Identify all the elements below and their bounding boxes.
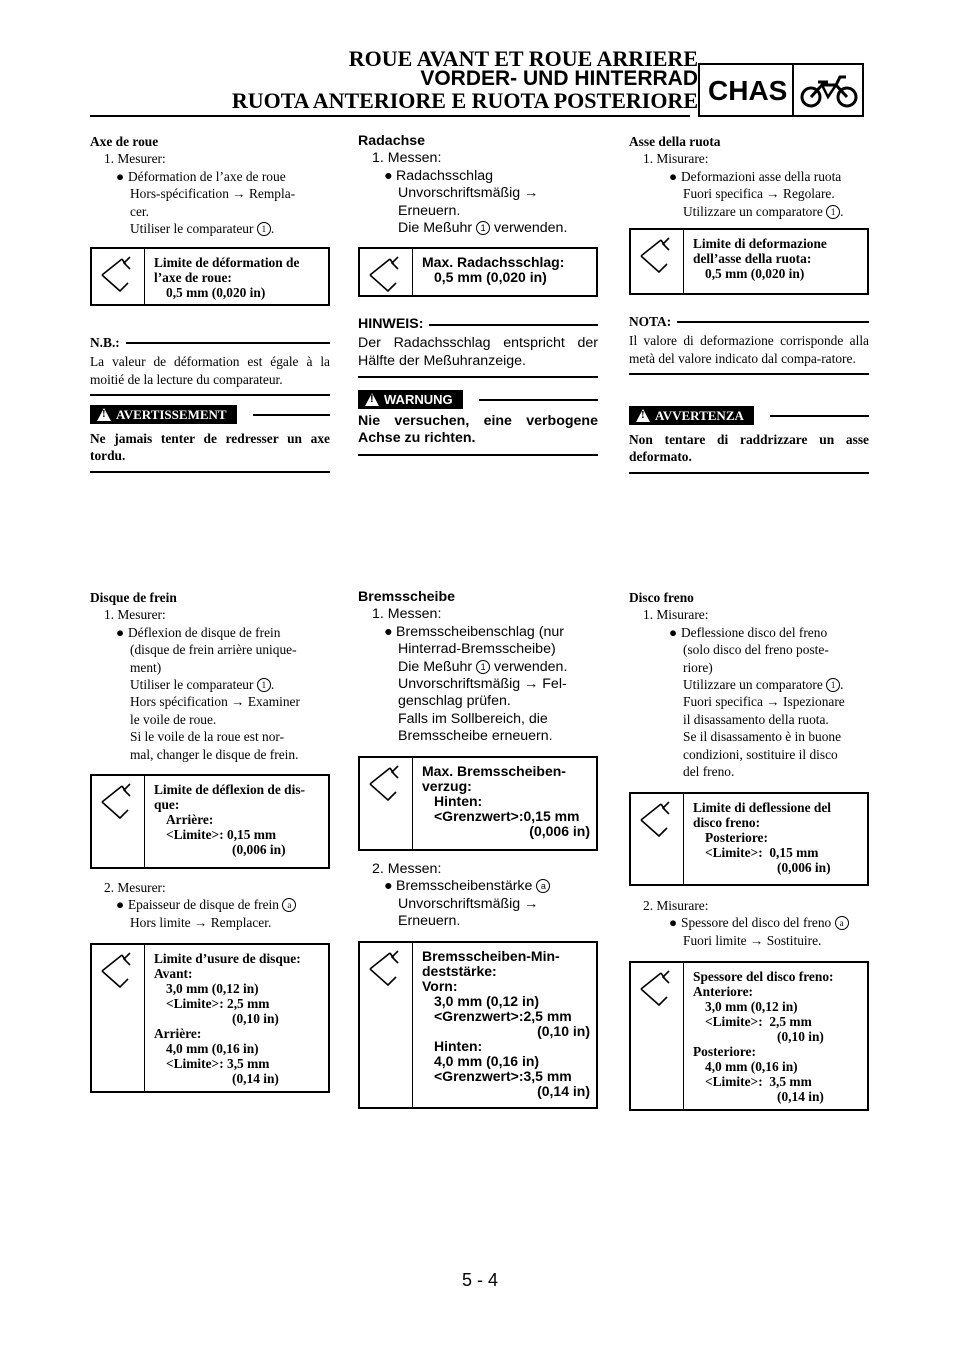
bullet-icon: ● — [384, 623, 393, 640]
step-1: 1. Messen: — [372, 150, 442, 167]
note-rule — [677, 321, 869, 323]
wrench-icon — [96, 780, 140, 824]
list-item: cer. — [130, 203, 149, 219]
header-rule — [90, 115, 690, 117]
step-1: 1. Messen: — [372, 606, 442, 623]
spec-line: Hinten: — [434, 1038, 483, 1054]
spec-line: deststärke: — [422, 963, 497, 979]
spec-value: 3,0 mm (0,12 in) — [434, 993, 540, 1009]
wrench-icon — [364, 762, 408, 806]
spec-value: 3,0 mm (0,12 in) — [166, 981, 259, 996]
list-item: Fuori specifica → Ispezionare — [683, 694, 845, 710]
spec-line: disco freno: — [693, 815, 761, 830]
ref-1-icon: 1 — [476, 221, 490, 235]
warning-rule — [479, 399, 598, 401]
wrench-icon — [635, 967, 679, 1011]
list-item: Bremsscheibenschlag (nur — [396, 623, 564, 640]
spec-box-divider — [144, 776, 145, 867]
chapter-badge-divider — [792, 65, 794, 115]
spec-value: <Limite>: 0,15 mm — [166, 827, 277, 842]
note-rule — [429, 324, 598, 326]
spec-value: <Limite>: 0,15 mm — [705, 845, 819, 860]
step-2: 2. Misurare: — [643, 898, 709, 913]
wrench-icon — [635, 234, 679, 278]
spec-box — [629, 228, 869, 295]
list-item: Utilizzare un comparatore — [683, 677, 823, 693]
list-item: Hinterrad-Bremsscheibe) — [398, 641, 556, 658]
bullet-icon: ● — [384, 167, 393, 184]
ref-1-icon: 1 — [257, 678, 271, 692]
spec-box — [358, 756, 598, 851]
ref-a-icon: a — [536, 879, 550, 893]
step-2: 2. Mesurer: — [104, 880, 166, 895]
list-item: Utilizzare un comparatore — [683, 203, 823, 219]
list-item: Radachsschlag — [396, 167, 494, 184]
spec-box — [358, 941, 598, 1109]
warning-text: Non tentare di raddrizzare un asse deformato. — [629, 432, 869, 465]
spec-box-divider — [683, 230, 684, 293]
list-item: Bremsscheibe erneuern. — [398, 728, 553, 745]
list-item: Erneuern. — [398, 202, 461, 219]
spec-value: <Grenzwert>:2,5 mm — [434, 1008, 572, 1024]
page-number: 5 - 4 — [461, 1270, 499, 1290]
spec-value: (0,14 in) — [777, 1089, 824, 1104]
warning-rule — [770, 415, 869, 417]
wrench-icon — [635, 798, 679, 842]
it-axle-warning — [629, 406, 869, 474]
chapter-badge-label: CHAS — [708, 75, 788, 106]
fr-axle-warning — [90, 405, 330, 473]
list-item: Si le voile de la roue est nor- — [130, 729, 285, 745]
spec-line: Posteriore: — [693, 1044, 756, 1059]
warning-text: Nie versuchen, eine verbogene Achse zu richten. — [358, 413, 598, 447]
spec-box — [90, 943, 330, 1093]
spec-box-divider — [683, 794, 684, 884]
de-disc-section — [358, 589, 598, 746]
list-item: Unvorschriftsmäßig → — [398, 895, 539, 912]
motorcycle-icon — [798, 69, 860, 111]
it-axle-section: Asse della ruota 1. Misurare: ● Deformazioni asse della ruota Fuori specifica → Regolare. Utilizzare un comparatore 1 . — [629, 133, 869, 220]
warning-text: Ne jamais tenter de redresser un axe tordu. — [90, 431, 330, 464]
spec-line: Max. Bremsscheiben- — [422, 763, 566, 779]
ref-1-icon: 1 — [476, 660, 490, 674]
list-item: Epaisseur de disque de frein — [128, 897, 279, 913]
list-item: Spessore del disco del freno — [681, 915, 832, 931]
note-label: NOTA: — [629, 314, 672, 329]
list-item: Die Meßuhr — [398, 658, 473, 675]
bullet-icon: ● — [669, 624, 678, 640]
section-title: Bremsscheibe — [358, 589, 455, 605]
header-title-fr: ROUE AVANT ET ROUE ARRIERE — [348, 46, 698, 71]
spec-line: l’axe de roue: — [154, 270, 232, 285]
spec-box-divider — [144, 249, 145, 304]
spec-box — [90, 774, 330, 869]
spec-line: que: — [154, 797, 180, 812]
note-end-rule — [90, 394, 330, 396]
list-item: verwenden. — [494, 658, 568, 675]
list-item: condizioni, sostituire il disco — [683, 746, 838, 762]
warning-end-rule — [629, 472, 869, 474]
step-1: 1. Mesurer: — [104, 607, 166, 623]
list-item: Utiliser le comparateur — [130, 677, 254, 693]
spec-value: 3,0 mm (0,12 in) — [705, 999, 798, 1014]
spec-box — [90, 247, 330, 306]
spec-value: <Limite>: 3,5 mm — [166, 1056, 270, 1071]
step-1: 1. Misurare: — [643, 151, 709, 167]
list-item: Bremsscheibenstärke — [396, 878, 533, 895]
spec-box — [358, 247, 598, 297]
note-text: La valeur de déformation est égale à la moitié de la lecture du comparateur. — [90, 354, 330, 387]
spec-value: (0,006 in) — [232, 842, 286, 857]
spec-box-divider — [412, 758, 413, 849]
spec-value: (0,14 in) — [232, 1071, 279, 1086]
wrench-icon — [96, 253, 140, 297]
spec-value: (0,10 in) — [777, 1029, 824, 1044]
bullet-icon: ● — [384, 878, 393, 895]
section-title: Radachse — [358, 133, 426, 149]
spec-value: (0,10 in) — [232, 1011, 279, 1026]
spec-line: Arrière: — [166, 812, 214, 827]
list-item: Utiliser le comparateur — [130, 221, 254, 237]
list-item: Se il disassamento è in buone — [683, 729, 842, 745]
list-item: riore) — [683, 659, 713, 675]
list-item: le voile de roue. — [130, 711, 217, 727]
fr-disc-step2 — [90, 879, 330, 931]
it-disc-step2 — [629, 897, 869, 949]
bullet-icon: ● — [669, 168, 678, 184]
spec-value: <Limite>: 2,5 mm — [166, 996, 270, 1011]
spec-value: (0,006 in) — [529, 823, 590, 839]
spec-value: (0,006 in) — [777, 860, 831, 875]
list-item: Deformazioni asse della ruota — [681, 168, 842, 184]
step-1: 1. Misurare: — [643, 607, 709, 623]
spec-line: Limite di deformazione — [693, 236, 827, 251]
list-item: Die Meßuhr — [398, 220, 473, 237]
bullet-icon: ● — [116, 168, 125, 184]
wrench-icon — [364, 947, 408, 991]
list-item: genschlag prüfen. — [398, 693, 511, 710]
warning-label: WARNUNG — [384, 392, 453, 407]
spec-value: (0,14 in) — [537, 1083, 590, 1099]
chapter-badge — [698, 63, 864, 117]
de-axle-section — [358, 133, 598, 237]
spec-value: 4,0 mm (0,16 in) — [166, 1041, 259, 1056]
spec-line: Avant: — [154, 966, 193, 981]
list-item: (solo disco del freno poste- — [683, 642, 829, 658]
wrench-icon — [364, 253, 408, 297]
ref-1-icon: 1 — [257, 222, 271, 236]
warning-badge: ! AVERTISSEMENT — [90, 405, 237, 424]
warning-end-rule — [358, 454, 598, 456]
spec-box-divider — [683, 963, 684, 1109]
section-title: Disco freno — [629, 590, 694, 605]
warning-label: AVVERTENZA — [655, 408, 744, 423]
de-disc-step2 — [358, 861, 598, 931]
spec-value: 0,5 mm (0,020 in) — [166, 285, 266, 300]
spec-value: <Limite>: 3,5 mm — [705, 1074, 812, 1089]
list-item: mal, changer le disque de frein. — [130, 746, 299, 762]
note-label: N.B.: — [90, 335, 120, 350]
list-item: Hors limite → Remplacer. — [130, 914, 272, 930]
spec-line: Arrière: — [154, 1026, 202, 1041]
spec-value: <Grenzwert>:0,15 mm — [434, 808, 580, 824]
list-item: Fuori specifica → Regolare. — [683, 186, 835, 202]
fr-axle-section: Axe de roue 1. Mesurer: ● Déformation de l’axe de roue Hors-spécification → Rempla- cer. Utiliser le comparateur 1 . — [90, 133, 330, 237]
step-2: 2. Messen: — [372, 861, 442, 877]
header-title-de: VORDER- UND HINTERRAD — [420, 67, 698, 90]
spec-value: 4,0 mm (0,16 in) — [434, 1053, 540, 1069]
spec-value: <Grenzwert>:3,5 mm — [434, 1068, 572, 1084]
note-label: HINWEIS: — [358, 316, 424, 332]
ref-a-icon: a — [835, 916, 849, 930]
spec-line: Bremsscheiben-Min- — [422, 948, 560, 964]
wrench-icon — [96, 949, 140, 993]
note-end-rule — [629, 373, 869, 375]
spec-box — [629, 792, 869, 886]
it-axle-note — [629, 313, 869, 375]
warning-rule — [253, 414, 330, 416]
warning-badge: ! WARNUNG — [358, 390, 463, 409]
spec-line: Limite d’usure de disque: — [154, 951, 301, 966]
warning-label: AVERTISSEMENT — [116, 407, 227, 422]
list-item: Hors spécification → Examiner — [130, 694, 300, 710]
ref-1-icon: 1 — [826, 205, 840, 219]
de-axle-warning — [358, 390, 598, 456]
spec-value: 0,5 mm (0,020 in) — [434, 269, 547, 285]
fr-axle-spec-wrap — [90, 247, 330, 306]
list-item: Deflessione disco del freno — [681, 624, 828, 640]
spec-value: (0,10 in) — [537, 1023, 590, 1039]
list-item: Fuori limite → Sostituire. — [683, 932, 822, 948]
spec-box — [629, 961, 869, 1111]
spec-box-divider — [412, 943, 413, 1107]
ref-a-icon: a — [282, 898, 296, 912]
list-item: il disassamento della ruota. — [683, 711, 829, 727]
list-item: Déformation de l’axe de roue — [128, 168, 286, 184]
step-1: 1. Mesurer: — [104, 151, 166, 167]
spec-line: verzug: — [422, 778, 472, 794]
list-item: Unvorschriftsmäßig → Fel- — [398, 676, 567, 693]
ref-1-icon: 1 — [826, 678, 840, 692]
spec-box-divider — [144, 945, 145, 1091]
list-item: ment) — [130, 659, 162, 675]
bullet-icon: ● — [116, 897, 125, 913]
spec-line: Hinten: — [434, 793, 483, 809]
list-item: verwenden. — [494, 220, 568, 237]
spec-line: Limite de déformation de — [154, 255, 300, 270]
list-item: Hors-spécification → Rempla- — [130, 186, 296, 202]
spec-box-divider — [412, 249, 413, 295]
note-rule — [126, 342, 330, 344]
list-item: Unvorschriftsmäßig → — [398, 185, 539, 202]
spec-line: Max. Radachsschlag: — [422, 254, 565, 270]
section-title: Asse della ruota — [629, 134, 721, 149]
list-item: Erneuern. — [398, 913, 461, 930]
warning-badge: ! AVVERTENZA — [629, 406, 754, 425]
spec-line: Limite de déflexion de dis- — [154, 782, 306, 797]
spec-line: Limite di deflessione del — [693, 800, 831, 815]
spec-value: 0,5 mm (0,020 in) — [705, 266, 805, 281]
spec-line: Anteriore: — [693, 984, 753, 999]
list-item: (disque de frein arrière unique- — [130, 642, 297, 658]
fr-axle-note — [90, 334, 330, 396]
section-title: Axe de roue — [90, 134, 159, 149]
list-item: Falls im Sollbereich, die — [398, 710, 548, 727]
spec-line: dell’asse della ruota: — [693, 251, 812, 266]
header-title-it: RUOTA ANTERIORE E RUOTA POSTERIORE — [231, 88, 698, 113]
spec-line: Spessore del disco freno: — [693, 969, 834, 984]
section-title: Disque de frein — [90, 590, 177, 605]
note-end-rule — [358, 376, 598, 378]
bullet-icon: ● — [669, 915, 678, 931]
bullet-icon: ● — [116, 624, 125, 640]
note-text: Il valore di deformazione corrisponde alla metà del valore indicato dal compa-ratore. — [629, 333, 869, 366]
fr-disc-section: Disque de frein 1. Mesurer: ● Déflexion de disque de frein (disque de frein arrière unique- ment) Utiliser le comparateur 1 . Hors spécification → Examiner le voile de roue. Si le voile de la roue est nor- mal, changer le disque de frein. — [90, 589, 330, 763]
spec-line: Vorn: — [422, 978, 458, 994]
list-item: del freno. — [683, 764, 735, 780]
spec-value: <Limite>: 2,5 mm — [705, 1014, 812, 1029]
spec-line: Posteriore: — [705, 830, 768, 845]
note-text: Der Radachsschlag entspricht der Hälfte der Meßuhranzeige. — [358, 335, 598, 369]
spec-value: 4,0 mm (0,16 in) — [705, 1059, 798, 1074]
it-disc-section: Disco freno 1. Misurare: ● Deflessione disco del freno (solo disco del freno poste- riore) Utilizzare un comparatore 1 . Fuori specifica → Ispezionare il disassamento della ruota. Se il disassamento è in buone condizioni, sostituire il disco del freno. — [629, 589, 869, 780]
list-item: Déflexion de disque de frein — [128, 624, 281, 640]
warning-end-rule — [90, 471, 330, 473]
de-axle-note — [358, 316, 598, 378]
